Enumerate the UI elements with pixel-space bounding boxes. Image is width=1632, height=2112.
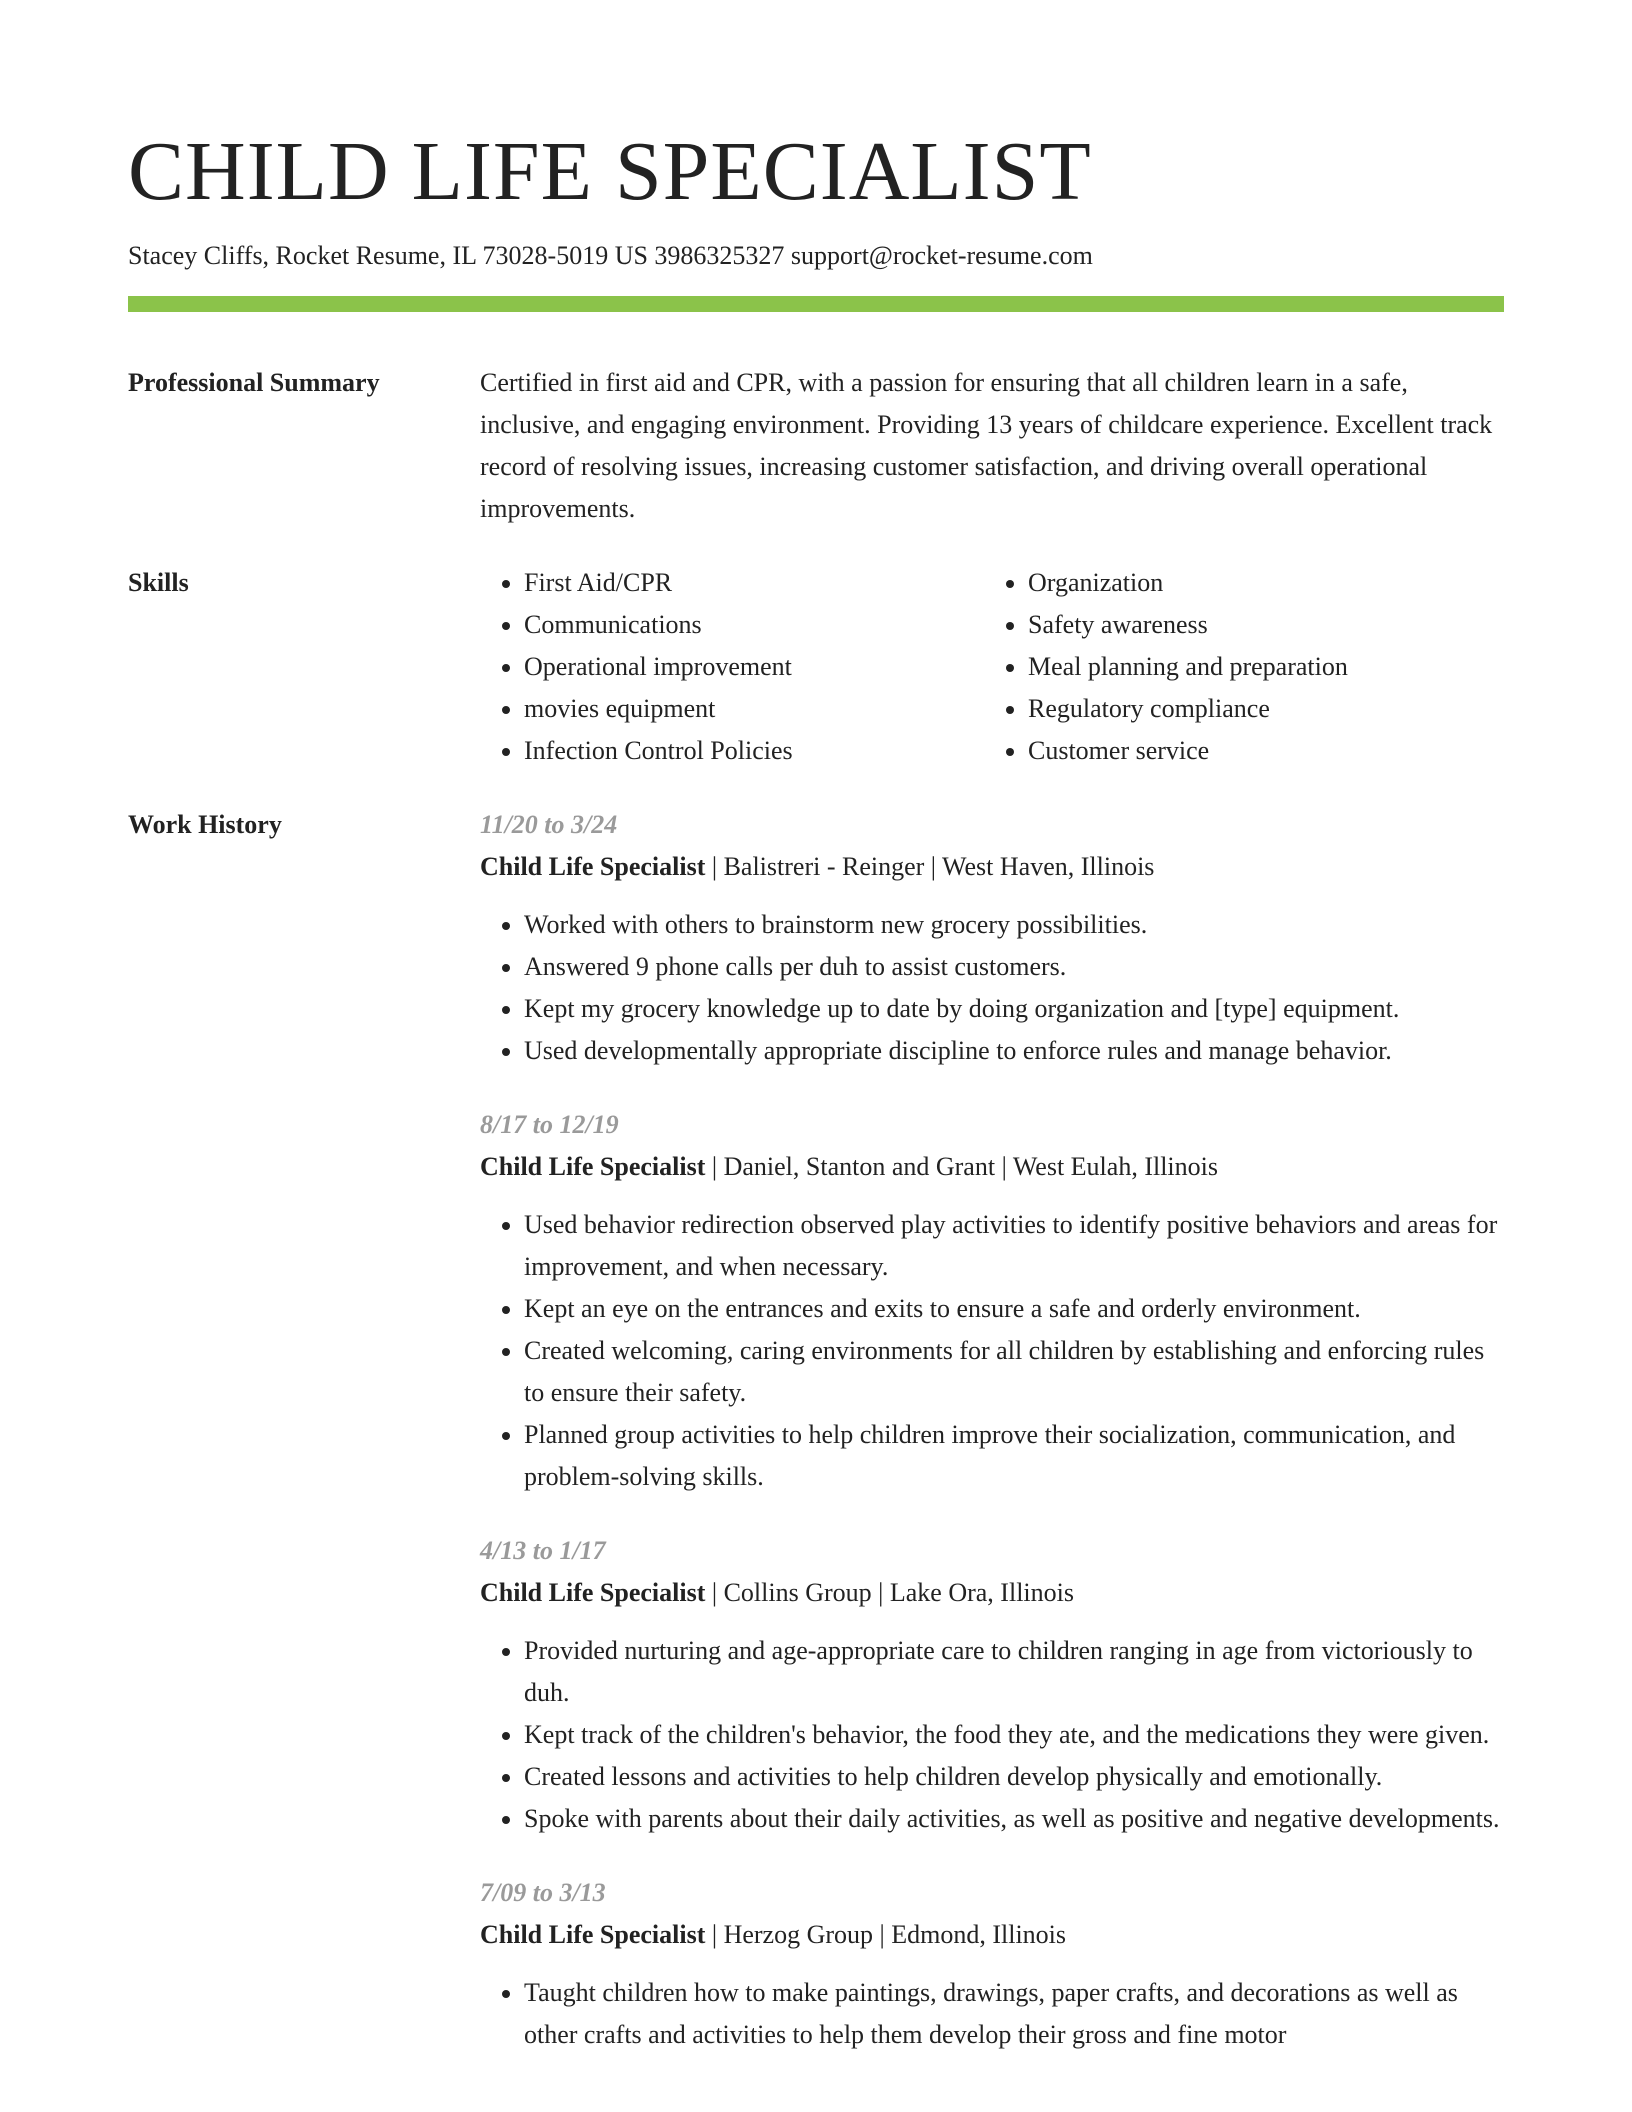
job-bullets bbox=[480, 904, 1504, 1072]
summary-heading: Professional Summary bbox=[128, 368, 380, 397]
job-title-line bbox=[480, 1914, 1504, 1956]
job-location: Lake Ora, Illinois bbox=[889, 1578, 1074, 1607]
job-bullets bbox=[480, 1630, 1504, 1840]
job-company: Daniel, Stanton and Grant bbox=[723, 1152, 996, 1181]
job-bullet: • Used developmentally appropriate discipline to enforce rules and manage behavior. bbox=[524, 1030, 1504, 1072]
work-history-list bbox=[480, 804, 1504, 2088]
separator: | bbox=[705, 1578, 724, 1607]
skill-item: • Communications bbox=[524, 604, 984, 646]
job-company: Balistreri - Reinger bbox=[723, 852, 925, 881]
job-location: West Haven, Illinois bbox=[942, 852, 1155, 881]
separator: | bbox=[995, 1152, 1013, 1181]
separator: | bbox=[705, 852, 724, 881]
work-history-heading: Work History bbox=[128, 810, 282, 839]
job-title: Child Life Specialist bbox=[480, 1578, 706, 1607]
skills-section bbox=[128, 562, 1504, 772]
skill-item: • Organization bbox=[1028, 562, 1488, 604]
job-bullet: • Kept my grocery knowledge up to date by doing organization and [type] equipment. bbox=[524, 988, 1504, 1030]
skill-item: • movies equipment bbox=[524, 688, 984, 730]
separator: | bbox=[871, 1578, 890, 1607]
job-bullets bbox=[480, 1204, 1504, 1498]
contact-line: Stacey Cliffs, Rocket Resume, IL 73028-5019 US 3986325327 support@rocket-resume.com bbox=[128, 241, 1093, 270]
job-location: West Eulah, Illinois bbox=[1012, 1152, 1218, 1181]
separator: | bbox=[705, 1920, 724, 1949]
job-entry bbox=[480, 804, 1504, 1072]
job-bullet: • Planned group activities to help children improve their socialization, communication, and problem-solving skills. bbox=[524, 1414, 1504, 1498]
job-location: Edmond, Illinois bbox=[891, 1920, 1067, 1949]
job-bullet: • Spoke with parents about their daily activities, as well as positive and negative developments. bbox=[524, 1798, 1504, 1840]
job-bullet: • Worked with others to brainstorm new grocery possibilities. bbox=[524, 904, 1504, 946]
work-history-section bbox=[128, 804, 1504, 2088]
job-dates: 8/17 to 12/19 bbox=[480, 1110, 619, 1139]
job-dates: 4/13 to 1/17 bbox=[480, 1536, 606, 1565]
job-entry bbox=[480, 1872, 1504, 2056]
job-bullet: • Answered 9 phone calls per duh to assist customers. bbox=[524, 946, 1504, 988]
skill-item: • Customer service bbox=[1028, 730, 1488, 772]
skill-item: • First Aid/CPR bbox=[524, 562, 984, 604]
job-bullet: • Created lessons and activities to help children develop physically and emotionally. bbox=[524, 1756, 1504, 1798]
job-company: Herzog Group bbox=[723, 1920, 874, 1949]
skill-item: • Regulatory compliance bbox=[1028, 688, 1488, 730]
job-title: Child Life Specialist bbox=[480, 1920, 706, 1949]
job-dates: 11/20 to 3/24 bbox=[480, 810, 618, 839]
job-dates: 7/09 to 3/13 bbox=[480, 1878, 606, 1907]
separator: | bbox=[924, 852, 943, 881]
resume-name: CHILD LIFE SPECIALIST bbox=[128, 125, 1092, 218]
resume-page bbox=[128, 0, 1504, 2088]
job-company: Collins Group bbox=[723, 1578, 872, 1607]
skill-item: • Safety awareness bbox=[1028, 604, 1488, 646]
job-bullet: • Kept an eye on the entrances and exits to ensure a safe and orderly environment. bbox=[524, 1288, 1504, 1330]
job-bullet: • Created welcoming, caring environments for all children by establishing and enforcing rules to ensure their safety. bbox=[524, 1330, 1504, 1414]
job-bullet: • Used behavior redirection observed play activities to identify positive behaviors and areas for improvement, and when necessary. bbox=[524, 1204, 1504, 1288]
job-bullet: • Taught children how to make paintings, drawings, paper crafts, and decorations as well as other crafts and activities to help them develop their gross and fine motor bbox=[524, 1972, 1504, 2056]
skill-item: • Infection Control Policies bbox=[524, 730, 984, 772]
skills-list-left bbox=[480, 562, 984, 772]
job-bullet: • Provided nurturing and age-appropriate care to children ranging in age from victoriously to duh. bbox=[524, 1630, 1504, 1714]
job-title-line bbox=[480, 1572, 1504, 1614]
skills-list-right bbox=[984, 562, 1488, 772]
job-title-line bbox=[480, 1146, 1504, 1188]
skills-columns bbox=[480, 562, 1504, 772]
job-title: Child Life Specialist bbox=[480, 852, 706, 881]
skills-heading: Skills bbox=[128, 568, 189, 597]
separator: | bbox=[705, 1152, 724, 1181]
job-bullets bbox=[480, 1972, 1504, 2056]
summary-section bbox=[128, 362, 1504, 530]
job-entry bbox=[480, 1530, 1504, 1840]
separator: | bbox=[873, 1920, 892, 1949]
skill-item: • Operational improvement bbox=[524, 646, 984, 688]
job-entry bbox=[480, 1104, 1504, 1498]
job-title-line bbox=[480, 846, 1504, 888]
summary-text: Certified in first aid and CPR, with a passion for ensuring that all children learn in a safe, inclusive, and engaging environment. Providing 13 years of childcare experience. Excellent track record of resolving issues, increasing customer satisfaction, and driving overall operational improvements. bbox=[480, 368, 1493, 523]
skill-item: • Meal planning and preparation bbox=[1028, 646, 1488, 688]
header-divider bbox=[128, 296, 1504, 312]
job-bullet: • Kept track of the children's behavior, the food they ate, and the medications they were given. bbox=[524, 1714, 1504, 1756]
job-title: Child Life Specialist bbox=[480, 1152, 706, 1181]
